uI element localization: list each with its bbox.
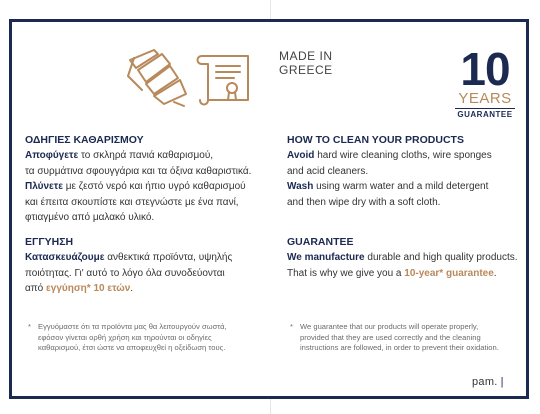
english-cleaning-title: HOW TO CLEAN YOUR PRODUCTS bbox=[287, 134, 464, 146]
greek-cleaning-section bbox=[25, 133, 260, 226]
greek-avoid-text bbox=[25, 148, 260, 179]
guarantee-badge bbox=[455, 43, 515, 120]
english-cleaning-section bbox=[287, 133, 522, 210]
greek-guarantee-section bbox=[25, 235, 260, 297]
english-avoid-text bbox=[287, 148, 522, 179]
english-footnote-line2: provided that they are used correctly and the cleaning bbox=[300, 332, 481, 342]
greek-wash-line3: φτιαγμένο από μαλακό υλικό. bbox=[25, 212, 155, 223]
greek-footnote-line1: Εγγυόμαστε ότι τα προϊόντα μας θα λειτουργούν σωστά, bbox=[38, 322, 227, 331]
badge-number: 10 bbox=[460, 43, 510, 95]
english-make-line2-pre: That is why we give you a bbox=[287, 267, 405, 279]
english-guarantee-title: GUARANTEE bbox=[287, 236, 354, 248]
english-footnote-star: * bbox=[290, 322, 293, 331]
english-footnote-line1: We guarantee that our products will operate properly, bbox=[300, 322, 479, 331]
greek-wash-bold: Πλύνετε bbox=[25, 181, 63, 192]
english-footnote bbox=[290, 322, 525, 354]
english-make-line2-post: . bbox=[493, 267, 497, 279]
english-guarantee-highlight: 10-year* guarantee bbox=[404, 267, 494, 279]
made-in-label: MADE IN bbox=[279, 49, 333, 63]
greek-make-line2: ποιότητας. Γι' αυτό το λόγο όλα συνοδεύονται bbox=[25, 267, 225, 279]
english-wash-text bbox=[287, 179, 522, 210]
greek-wash-line2: και έπειτα σκουπίστε και στεγνώστε με ένα πανί, bbox=[25, 196, 239, 208]
english-guarantee-section bbox=[287, 235, 522, 281]
certificate-icon bbox=[198, 56, 249, 105]
brand-logo bbox=[472, 376, 504, 388]
english-wash-line1: using warm water and a mild detergent bbox=[313, 181, 489, 192]
english-wash-line2: and then wipe dry with a soft cloth. bbox=[287, 196, 441, 208]
english-avoid-line1: hard wire cleaning cloths, wire sponges bbox=[314, 150, 492, 161]
greek-footnote-line2: εφόσον γίνεται ορθή χρήση και τηρούνται οι οδηγίες bbox=[38, 332, 212, 342]
greek-make-line1: ανθεκτικά προϊόντα, υψηλής bbox=[104, 252, 233, 263]
badge-years: YEARS bbox=[458, 90, 512, 107]
icon-group bbox=[124, 46, 254, 110]
english-make-line1: durable and high quality products. bbox=[364, 252, 518, 263]
brand-name: pam. bbox=[472, 376, 498, 388]
greek-guarantee-highlight: εγγύηση* 10 ετών bbox=[46, 283, 131, 294]
greek-make-line3-pre: από bbox=[25, 283, 47, 294]
greek-footnote-line3: καθαρισμού, έτσι ώστε να αποφευχθεί η οξείδωση τους. bbox=[38, 343, 226, 352]
greek-avoid-line2: τα συρμάτινα σφουγγάρια και τα όξινα καθαριστικά. bbox=[25, 165, 252, 177]
greek-guarantee-title: ΕΓΓΥΗΣΗ bbox=[25, 236, 74, 248]
greek-footnote-star: * bbox=[28, 322, 31, 331]
badge-guarantee: GUARANTEE bbox=[455, 108, 515, 120]
greek-make-text bbox=[25, 250, 260, 297]
cleaning-glove-icon bbox=[128, 50, 186, 106]
made-in-greece bbox=[279, 49, 333, 77]
greek-wash-line1: με ζεστό νερό και ήπιο υγρό καθαρισμού bbox=[62, 181, 246, 192]
greek-cleaning-title: ΟΔΗΓΙΕΣ ΚΑΘΑΡΙΣΜΟΥ bbox=[25, 134, 144, 146]
english-make-bold: We manufacture bbox=[287, 252, 365, 263]
english-avoid-bold: Avoid bbox=[287, 150, 315, 161]
country-label: GREECE bbox=[279, 63, 333, 77]
english-make-text bbox=[287, 250, 522, 281]
greek-make-bold: Κατασκευάζουμε bbox=[25, 252, 105, 263]
english-avoid-line2: and acid cleaners. bbox=[287, 165, 369, 177]
greek-make-line3-post: . bbox=[130, 283, 134, 294]
brand-bar: | bbox=[500, 376, 504, 388]
greek-wash-text bbox=[25, 179, 260, 226]
english-footnote-line3: instructions are followed, in order to prevent their oxidation. bbox=[300, 343, 499, 352]
greek-avoid-line1: το σκληρά πανιά καθαρισμού, bbox=[78, 150, 214, 161]
greek-avoid-bold: Αποφύγετε bbox=[25, 150, 79, 161]
english-wash-bold: Wash bbox=[287, 181, 314, 192]
greek-footnote bbox=[28, 322, 263, 354]
